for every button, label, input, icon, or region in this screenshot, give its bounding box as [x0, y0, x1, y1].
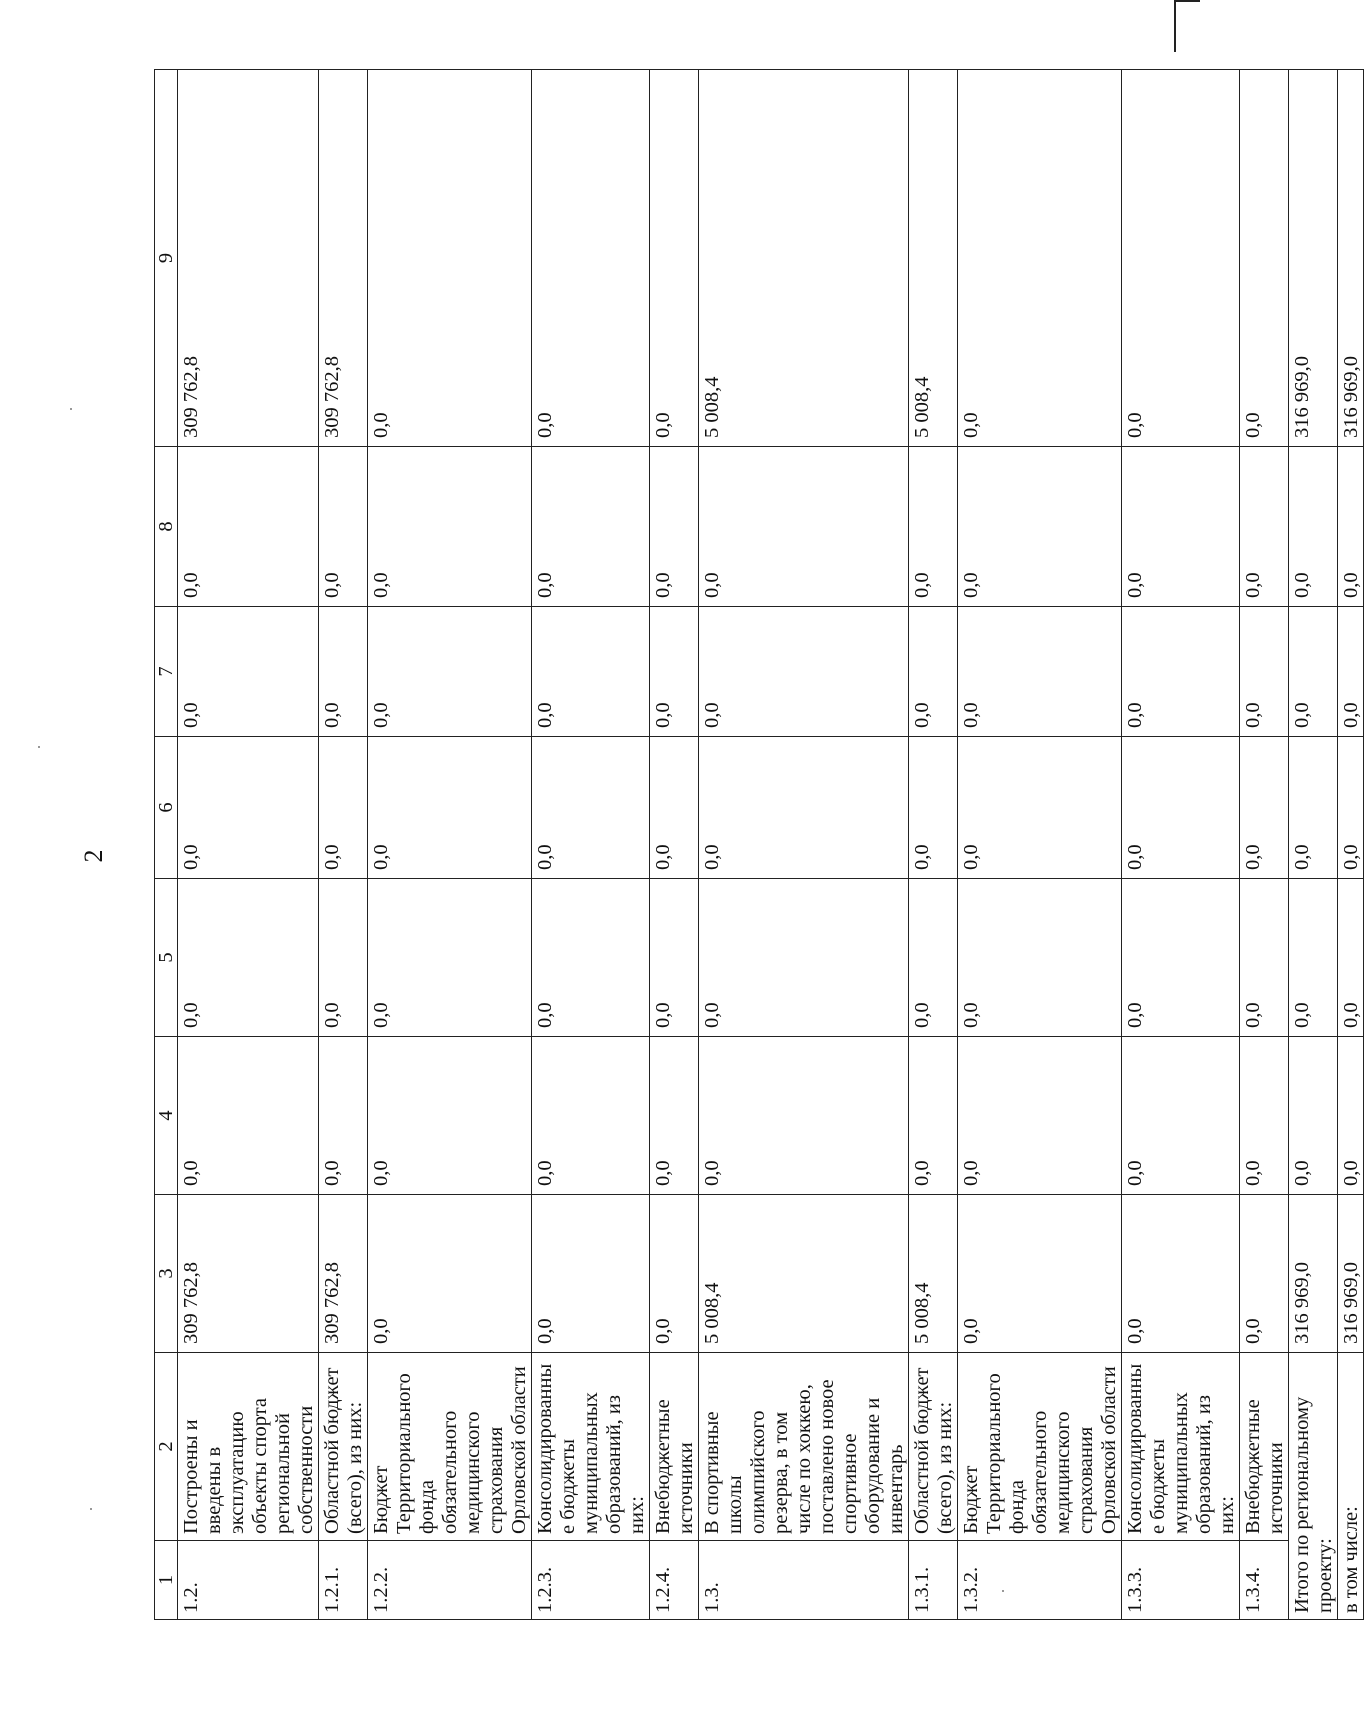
row-value: 0,0 [178, 447, 319, 607]
row-value: 0,0 [909, 737, 958, 879]
total-label: Итого по региональному проекту: [1289, 1353, 1338, 1620]
rotated-table-wrapper [154, 70, 1362, 1620]
col-header: 2 [155, 1353, 178, 1541]
row-value: 5 008,4 [909, 70, 958, 447]
row-value: 0,0 [1122, 607, 1240, 737]
page-number: 2 [79, 849, 108, 863]
row-value: 0,0 [699, 737, 909, 879]
row-value: 0,0 [532, 447, 650, 607]
total-value: 0,0 [1289, 879, 1338, 1037]
row-code: 1.3. [699, 1541, 909, 1620]
row-code: 1.2.1. [319, 1541, 368, 1620]
row-value: 0,0 [699, 447, 909, 607]
total-value: 0,0 [1289, 1037, 1338, 1195]
row-value: 0,0 [532, 1195, 650, 1353]
row-code: 1.2.4. [650, 1541, 699, 1620]
total-value: 0,0 [1289, 607, 1338, 737]
row-value: 0,0 [909, 1037, 958, 1195]
col-header: 6 [155, 737, 178, 879]
row-value: 0,0 [958, 1037, 1122, 1195]
total-value: 0,0 [1289, 737, 1338, 879]
including-value: 0,0 [1338, 607, 1364, 737]
row-value: 0,0 [1240, 737, 1289, 879]
row-value: 0,0 [532, 607, 650, 737]
row-value: 0,0 [368, 447, 532, 607]
row-value: 0,0 [368, 879, 532, 1037]
row-value: 0,0 [1122, 447, 1240, 607]
row-value: 0,0 [178, 879, 319, 1037]
col-header: 7 [155, 607, 178, 737]
row-value: 0,0 [958, 879, 1122, 1037]
row-value: 0,0 [319, 447, 368, 607]
including-value: 0,0 [1338, 1037, 1364, 1195]
row-value: 0,0 [650, 1037, 699, 1195]
row-value: 0,0 [532, 1037, 650, 1195]
row-value: 0,0 [532, 879, 650, 1037]
row-value: 0,0 [958, 447, 1122, 607]
scan-edge-mark [1174, 0, 1200, 52]
table-row [650, 70, 699, 1620]
row-value: 0,0 [368, 1037, 532, 1195]
table-row [699, 70, 909, 1620]
including-label: в том числе: [1338, 1353, 1364, 1620]
row-value: 309 762,8 [178, 1195, 319, 1353]
row-value: 0,0 [1240, 607, 1289, 737]
row-name: Бюджет Территориального фонда обязательного медицинского страхования Орловской области [958, 1353, 1122, 1541]
row-name: Построены и введены в эксплуатацию объекты спорта региональной собственности [178, 1353, 319, 1541]
row-code: 1.3.3. [1122, 1541, 1240, 1620]
including-value: 0,0 [1338, 879, 1364, 1037]
row-value: 0,0 [909, 879, 958, 1037]
row-code: 1.3.1. [909, 1541, 958, 1620]
table-row [532, 70, 650, 1620]
total-value: 0,0 [1289, 447, 1338, 607]
row-value: 0,0 [319, 879, 368, 1037]
row-value: 0,0 [1240, 1195, 1289, 1353]
col-header: 8 [155, 447, 178, 607]
header-row [155, 70, 178, 1620]
row-value: 0,0 [958, 1195, 1122, 1353]
row-value: 0,0 [532, 737, 650, 879]
row-name: Областной бюджет (всего), из них: [319, 1353, 368, 1541]
row-value: 0,0 [958, 70, 1122, 447]
row-value: 0,0 [650, 1195, 699, 1353]
row-value: 0,0 [1240, 70, 1289, 447]
row-value: 0,0 [1122, 1037, 1240, 1195]
row-code: 1.2. [178, 1541, 319, 1620]
row-name: Областной бюджет (всего), из них: [909, 1353, 958, 1541]
budget-table [154, 69, 1364, 1620]
table-body [155, 70, 1364, 1620]
row-value: 0,0 [368, 737, 532, 879]
row-value: 0,0 [909, 607, 958, 737]
row-name: Консолидированные бюджеты муниципальных образований, из них: [532, 1353, 650, 1541]
col-header: 9 [155, 70, 178, 447]
row-code: 1.2.3. [532, 1541, 650, 1620]
row-value: 0,0 [368, 607, 532, 737]
table-row [368, 70, 532, 1620]
col-header: 1 [155, 1541, 178, 1620]
scan-speck [90, 1508, 92, 1510]
row-value: 0,0 [650, 607, 699, 737]
row-code: 1.3.2. [958, 1541, 1122, 1620]
including-value: 316 969,0 [1338, 1195, 1364, 1353]
including-value: 316 969,0 [1338, 70, 1364, 447]
row-value: 5 008,4 [699, 70, 909, 447]
total-value: 316 969,0 [1289, 1195, 1338, 1353]
row-name: Бюджет Территориального фонда обязательного медицинского страхования Орловской области [368, 1353, 532, 1541]
row-value: 5 008,4 [699, 1195, 909, 1353]
row-name: Внебюджетные источники [1240, 1353, 1289, 1541]
row-value: 0,0 [958, 737, 1122, 879]
row-name: В спортивные школы олимпийского резерва, в том числе по хоккею, поставлено новое спортивное оборудование и инвентарь [699, 1353, 909, 1541]
col-header: 3 [155, 1195, 178, 1353]
table-row [958, 70, 1122, 1620]
row-value: 0,0 [1240, 879, 1289, 1037]
table-row [178, 70, 319, 1620]
scan-speck [70, 408, 72, 410]
table-row [1240, 70, 1289, 1620]
row-value: 0,0 [1122, 1195, 1240, 1353]
row-name: Консолидированные бюджеты муниципальных образований, из них: [1122, 1353, 1240, 1541]
col-header: 5 [155, 879, 178, 1037]
total-value: 316 969,0 [1289, 70, 1338, 447]
table-row [319, 70, 368, 1620]
row-value: 0,0 [368, 1195, 532, 1353]
row-value: 0,0 [532, 70, 650, 447]
including-value: 0,0 [1338, 447, 1364, 607]
table-row [1122, 70, 1240, 1620]
row-value: 0,0 [319, 607, 368, 737]
row-value: 0,0 [699, 1037, 909, 1195]
row-value: 5 008,4 [909, 1195, 958, 1353]
row-value: 0,0 [650, 879, 699, 1037]
row-value: 0,0 [178, 737, 319, 879]
row-value: 0,0 [699, 879, 909, 1037]
row-value: 0,0 [319, 1037, 368, 1195]
including-row [1338, 70, 1364, 1620]
row-value: 0,0 [1122, 70, 1240, 447]
col-header: 4 [155, 1037, 178, 1195]
row-name: Внебюджетные источники [650, 1353, 699, 1541]
row-code: 1.3.4. [1240, 1541, 1289, 1620]
row-value: 0,0 [178, 1037, 319, 1195]
row-value: 0,0 [178, 607, 319, 737]
row-value: 0,0 [909, 447, 958, 607]
row-value: 0,0 [650, 70, 699, 447]
row-value: 0,0 [368, 70, 532, 447]
row-value: 0,0 [1122, 737, 1240, 879]
table-row [909, 70, 958, 1620]
row-value: 0,0 [1122, 879, 1240, 1037]
row-code: 1.2.2. [368, 1541, 532, 1620]
row-value: 0,0 [650, 447, 699, 607]
row-value: 0,0 [958, 607, 1122, 737]
row-value: 309 762,8 [319, 70, 368, 447]
including-value: 0,0 [1338, 737, 1364, 879]
row-value: 0,0 [699, 607, 909, 737]
row-value: 0,0 [319, 737, 368, 879]
row-value: 0,0 [1240, 447, 1289, 607]
row-value: 0,0 [1240, 1037, 1289, 1195]
row-value: 0,0 [650, 737, 699, 879]
row-value: 309 762,8 [319, 1195, 368, 1353]
total-row [1289, 70, 1338, 1620]
row-value: 309 762,8 [178, 70, 319, 447]
scan-speck [38, 746, 40, 748]
